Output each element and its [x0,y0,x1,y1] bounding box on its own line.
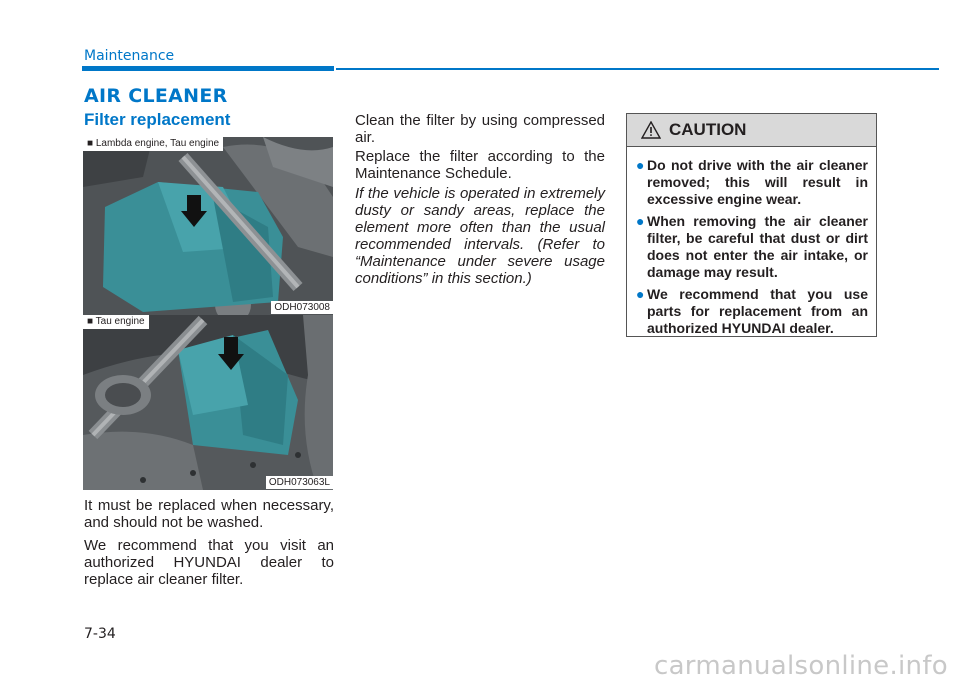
caution-header [627,114,876,147]
engine-figure-tau [83,315,333,490]
figure-caption: ■ Lambda engine, Tau engine [83,137,223,151]
chapter-title: AIR CLEANER [84,85,228,107]
header-rule-thick [82,66,334,71]
caution-box [626,113,877,337]
bullet-icon: ● [636,213,645,229]
paragraph-replacement: It must be replaced when necessary, and should not be washed. [84,497,334,531]
section-header: Maintenance [84,48,175,64]
paragraph-clean-filter: Clean the filter by using compressed air. [355,112,605,146]
page-number: 7-34 [84,626,116,642]
figure-code: ODH073008 [271,301,333,314]
bullet-icon: ● [636,157,645,173]
caution-label: CAUTION [669,120,747,139]
caution-item: ● When removing the air cleaner filter, be careful that dust or dirt does not enter the air intake, or damage may result. [636,213,868,280]
paragraph-severe-conditions-note: If the vehicle is operated in extremely dusty or sandy areas, replace the element more often than the usual recommended intervals. (Refer to “Maintenance under severe usage conditions” in this section.) [355,185,605,287]
engine-figure-lambda-tau [83,137,333,315]
watermark[interactable]: carmanualsonline.info [653,651,948,681]
paragraph-dealer-recommendation: We recommend that you visit an authorized HYUNDAI dealer to replace air cleaner filter. [84,537,334,588]
bullet-icon: ● [636,286,645,302]
figure-code: ODH073063L [266,476,333,489]
caution-list [627,147,876,337]
caution-item: ● Do not drive with the air cleaner removed; this will result in excessive engine wear. [636,157,868,207]
warning-triangle-icon [641,121,661,139]
engine-bay-illustration [83,315,333,490]
engine-bay-illustration [83,137,333,315]
figure-caption: ■ Tau engine [83,315,149,329]
caution-item: ● We recommend that you use parts for replacement from an authorized HYUNDAI dealer. [636,286,868,336]
header-rule-thin [336,68,939,70]
subheading: Filter replacement [84,110,231,129]
paragraph-schedule: Replace the filter according to the Maintenance Schedule. [355,148,605,182]
